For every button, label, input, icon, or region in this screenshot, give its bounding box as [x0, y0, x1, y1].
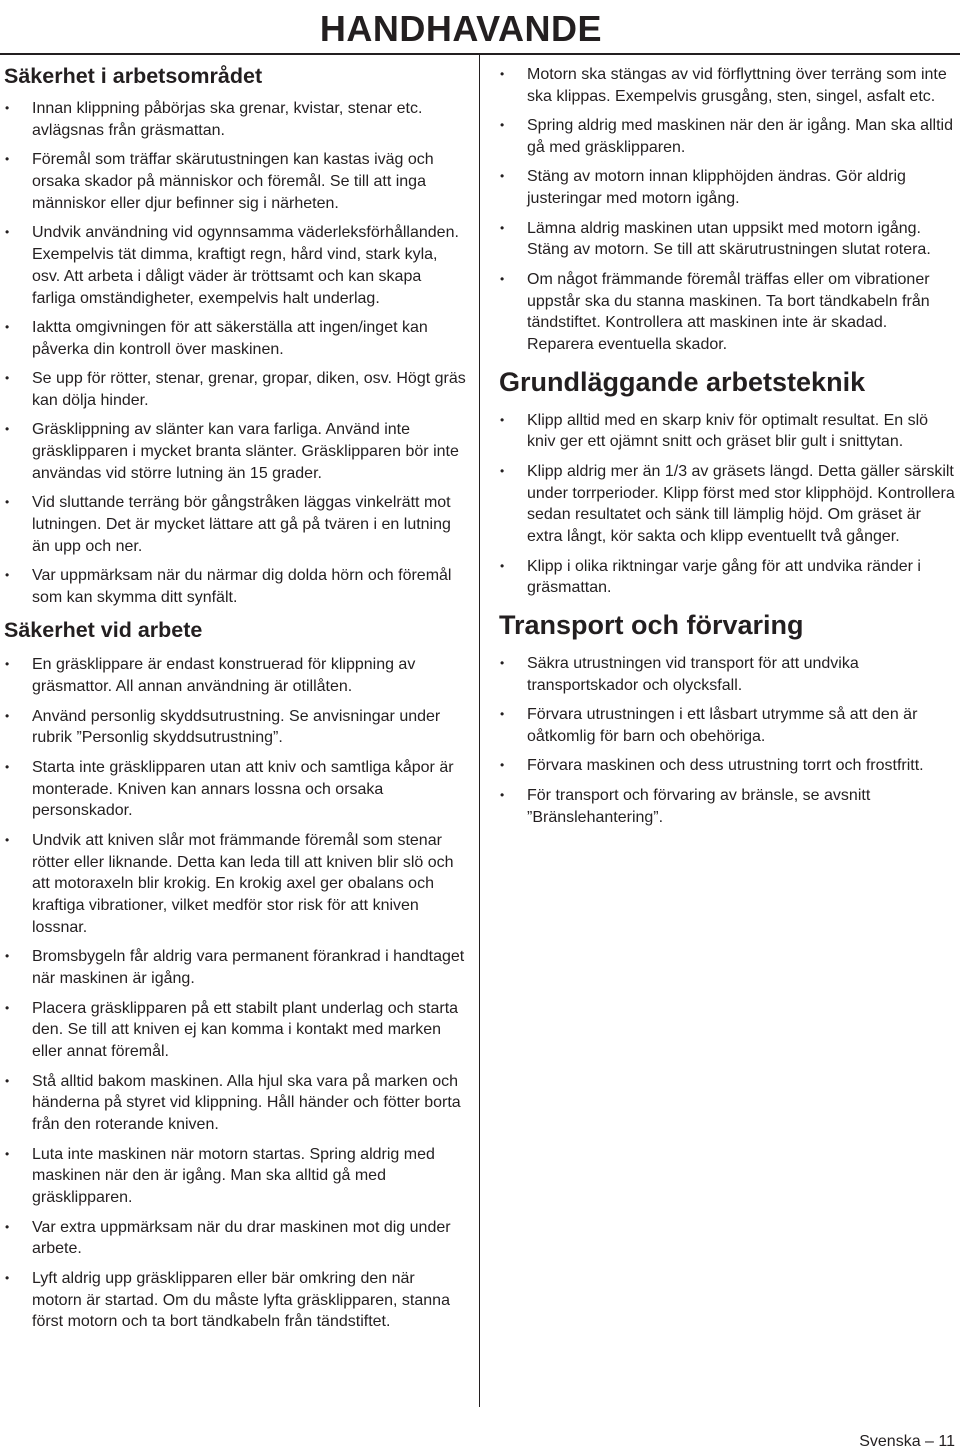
bullet-icon: •	[500, 787, 505, 802]
bullet-icon: •	[5, 832, 10, 847]
bullet-icon: •	[5, 657, 10, 672]
bullet-icon: •	[500, 220, 505, 235]
bullet-icon: •	[5, 1270, 10, 1285]
page-number: Svenska – 11	[859, 1433, 955, 1450]
transport-storage-list	[499, 653, 957, 828]
bullet-icon: •	[5, 1146, 10, 1161]
list-item: • Motorn ska stängas av vid förflyttning över terräng som inte ska klippas. Exempelvis grusgång, sten, singel, asfalt etc.	[500, 66, 947, 105]
bullet-icon: •	[5, 152, 10, 167]
left-column	[4, 60, 466, 1341]
list-item: • Stå alltid bakom maskinen. Alla hjul ska vara på marken och händerna på styret vid klippning. Håll händer och fötter borta från den roterande kniven.	[5, 1072, 461, 1134]
list-item: • Lämna aldrig maskinen utan uppsikt med motorn igång. Stäng av motorn. Se till att skärutrustningen slutat rotera.	[500, 219, 931, 259]
bullet-icon: •	[500, 412, 505, 427]
bullet-icon: •	[5, 495, 10, 510]
bullet-icon: •	[5, 1073, 10, 1088]
list-item: • Klipp aldrig mer än 1/3 av gräsets längd. Detta gäller särskilt under torrperioder. Klipp först med stor klipphöjd. Kontrollera sedan resultatet och sänk till lämplig höjd. Om gräset är extra långt, kör sakta och klipp eventuellt två gånger.	[500, 462, 955, 546]
list-item: • Var extra uppmärksam när du drar maskinen mot dig under arbete.	[5, 1218, 451, 1258]
bullet-icon: •	[500, 656, 505, 671]
bullet-icon: •	[5, 568, 10, 583]
list-item: • Bromsbygeln får aldrig vara permanent förankrad i handtaget när maskinen är igång.	[5, 948, 465, 988]
list-item: • Förvara utrustningen i ett låsbart utrymme så att den är oåtkomlig för barn och obehöriga.	[500, 706, 918, 746]
safety-at-work-list	[4, 654, 466, 1333]
list-item: • Undvik användning vid ogynnsamma väderleksförhållanden. Exempelvis tät dimma, kraftigt regn, hård vind, stark kyla, osv. Att arbeta i dåligt väder är tröttsamt och kan skapa farliga omständigheter, exempelvis halt underlag.	[5, 224, 459, 307]
bullet-icon: •	[5, 708, 10, 723]
bullet-icon: •	[500, 169, 505, 184]
list-item: • Lyft aldrig upp gräsklipparen eller bär omkring den när motorn är startad. Om du måste lyfta gräsklipparen, stanna först motorn och ta bort tändkabeln från tändstiftet.	[5, 1269, 450, 1331]
list-item: • Innan klippning påbörjas ska grenar, kvistar, stenar etc. avlägsnas från gräsmattan.	[5, 100, 423, 139]
page-section-title: HANDHAVANDE	[319, 8, 602, 49]
bullet-icon: •	[5, 422, 10, 437]
list-item: • Om något främmande föremål träffas eller om vibrationer uppstår ska du stanna maskinen. Ta bort tändkabeln från tändstiftet. Kontrollera att maskinen inte är skadad. Reparera eventuella skador.	[500, 270, 930, 354]
bullet-icon: •	[500, 271, 505, 286]
list-item: • Stäng av motorn innan klipphöjden ändras. Gör aldrig justeringar med motorn igång.	[500, 168, 906, 208]
section-heading-work-area-safety: Säkerhet i arbetsområdet	[4, 64, 263, 88]
section-heading-safety-at-work: Säkerhet vid arbete	[4, 618, 203, 643]
list-item: • Säkra utrustningen vid transport för att undvika transportskador och olycksfall.	[500, 655, 859, 694]
right-column	[499, 60, 957, 836]
bullet-icon: •	[500, 67, 505, 81]
header-rule	[0, 53, 960, 55]
list-item: • Klipp i olika riktningar varje gång för att undvika ränder i gräsmattan.	[500, 557, 921, 597]
bullet-icon: •	[5, 101, 10, 115]
bullet-icon: •	[5, 225, 10, 240]
section-heading-transport-storage: Transport och förvaring	[499, 610, 804, 641]
bullet-icon: •	[5, 949, 10, 964]
continued-safety-list	[499, 64, 957, 356]
section-heading-basic-technique: Grundläggande arbetsteknik	[499, 366, 866, 397]
bullet-icon: •	[500, 118, 505, 133]
list-item: • Klipp alltid med en skarp kniv för optimalt resultat. En slö kniv ger ett ojämnt snitt och gräset blir gult i snittytan.	[500, 411, 929, 451]
list-item: • Luta inte maskinen när motorn startas. Spring aldrig med maskinen när den är igång. Man ska alltid gå med gräsklipparen.	[5, 1145, 435, 1207]
list-item: • Starta inte gräsklipparen utan att kniv och samtliga kåpor är monterade. Kniven kan annars lossna och orsaka personskador.	[5, 758, 454, 820]
list-item: • För transport och förvaring av bränsle, se avsnitt ”Bränslehantering”.	[500, 786, 871, 826]
list-item: • Undvik att kniven slår mot främmande föremål som stenar rötter eller liknande. Detta kan leda till att kniven blir slö och att motoraxeln blir krokig. En krokig axel ger obalans och kraftiga vibrationer, vilket medför stor risk för att kniven lossnar.	[5, 831, 454, 937]
list-item: • Förvara maskinen och dess utrustning torrt och frostfritt.	[499, 755, 957, 777]
list-item: • Iaktta omgivningen för att säkerställa att ingen/inget kan påverka din kontroll över maskinen.	[5, 318, 428, 358]
column-divider	[479, 55, 480, 1407]
bullet-icon: •	[5, 319, 10, 334]
basic-technique-list	[499, 410, 957, 600]
list-item: • Spring aldrig med maskinen när den är igång. Man ska alltid gå med gräsklipparen.	[500, 117, 954, 156]
bullet-icon: •	[5, 1219, 10, 1234]
bullet-icon: •	[500, 463, 505, 478]
bullet-icon: •	[5, 371, 10, 386]
list-item: • Vid sluttande terräng bör gångstråken läggas vinkelrätt mot lutningen. Det är mycket lättare att gå på tvären i en lutning än upp och ner.	[5, 494, 451, 555]
bullet-icon: •	[5, 759, 10, 774]
list-item: • Var uppmärksam när du närmar dig dolda hörn och föremål som kan skymma ditt synfält.	[5, 567, 452, 607]
list-item: • Använd personlig skyddsutrustning. Se anvisningar under rubrik ”Personlig skyddsutrustning”.	[5, 707, 441, 747]
bullet-icon: •	[500, 558, 505, 573]
bullet-icon: •	[500, 707, 505, 722]
list-item: • Placera gräsklipparen på ett stabilt plant underlag och starta den. Se till att kniven ej kan komma i kontakt med marken eller annat föremål.	[5, 999, 459, 1061]
list-item: • Föremål som träffar skärutustningen kan kastas iväg och orsaka skador på människor och föremål. Se till att inga människor eller djur befinner sig i närheten.	[5, 151, 434, 212]
work-area-safety-list	[4, 98, 466, 609]
bullet-icon: •	[500, 758, 505, 773]
list-item: • Gräsklippning av slänter kan vara farliga. Använd inte gräsklipparen i mycket branta slänter. Gräsklipparen bör inte användas vid större lutning än 15 grader.	[5, 421, 459, 482]
list-item: • Se upp för rötter, stenar, grenar, gropar, diken, osv. Högt gräs kan dölja hinder.	[5, 370, 466, 409]
bullet-icon: •	[5, 1000, 10, 1015]
list-item: • En gräsklippare är endast konstruerad för klippning av gräsmattor. All annan användning är otillåten.	[5, 656, 416, 696]
